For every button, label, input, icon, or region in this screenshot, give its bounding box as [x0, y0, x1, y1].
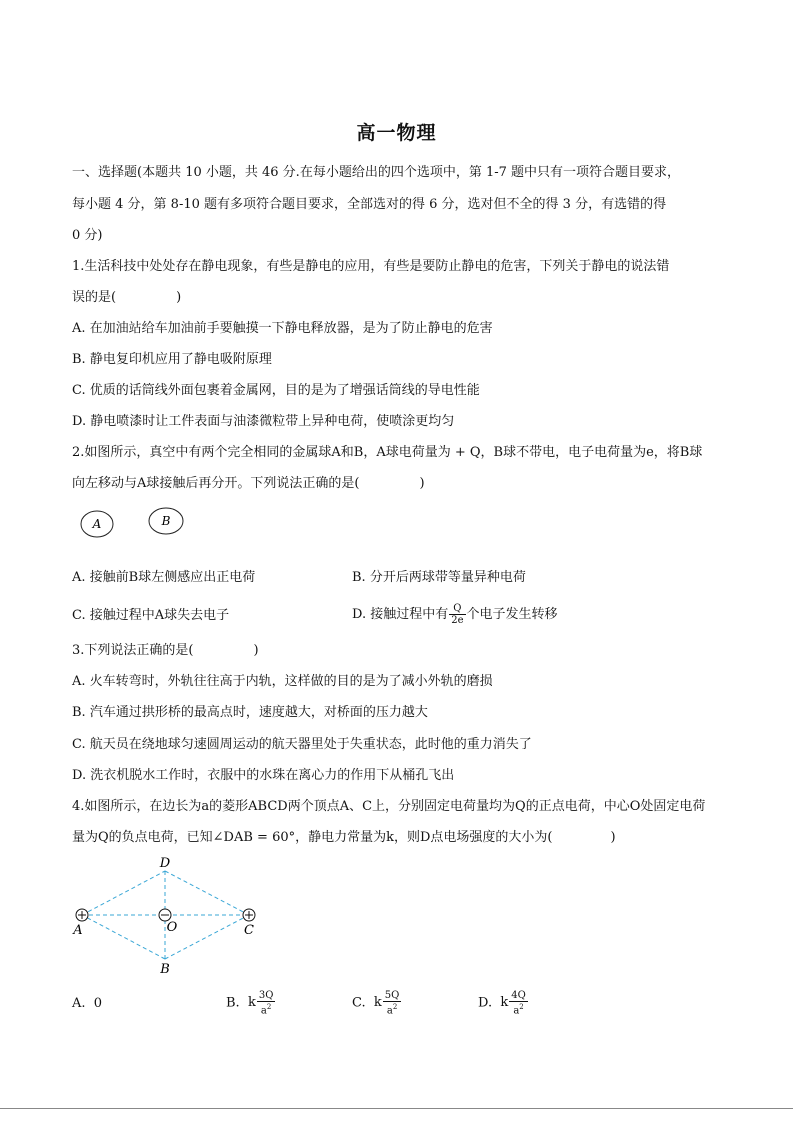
- q4-stem-line-1: 4.如图所示，在边长为a的菱形ABCD两个顶点A、C上，分别固定电荷量均为Q的正点电荷，中心O处固定电荷: [72, 799, 706, 814]
- vertex-label-d: D: [159, 856, 171, 871]
- q4-stem-line-2: [72, 830, 616, 846]
- fraction-denominator: [509, 1002, 528, 1016]
- edge-b-a: [82, 915, 165, 959]
- q2-spheres-diagram: [76, 504, 188, 544]
- q2-option-b: B. 分开后两球带等量异种电荷: [352, 570, 526, 585]
- q3-stem-text: 3.下列说法正确的是(: [72, 643, 194, 658]
- fraction-numerator: Q: [449, 603, 465, 615]
- denominator-base: a: [513, 1005, 520, 1017]
- q4-option-d: [478, 988, 529, 1019]
- constant-k: k: [247, 995, 256, 1010]
- q2-option-c: C. 接触过程中A球失去电子: [72, 608, 230, 623]
- q3-stem: [72, 643, 259, 659]
- q2-option-d-suffix: 个电子发生转移: [466, 607, 558, 622]
- q2-stem-line-1: 2.如图所示，真空中有两个完全相同的金属球A和B，A球电荷量为 + Q，B球不带电，电子电荷量为e，将B球: [72, 445, 703, 460]
- edge-a-d: [82, 871, 165, 915]
- q4-option-c-label: C.: [352, 995, 366, 1011]
- q4-rhombus-diagram: [70, 852, 270, 980]
- q3-option-b: B. 汽车通过拱形桥的最高点时，速度越大，对桥面的压力越大: [72, 705, 428, 720]
- q4-option-d-fraction: [509, 990, 528, 1016]
- q4-stem-text: 量为Q的负点电荷，已知∠DAB = 60°，静电力常量为k，则D点电场强度的大小为(: [72, 830, 553, 845]
- vertex-label-c: C: [244, 923, 254, 938]
- q4-option-c-fraction: [383, 990, 402, 1016]
- edge-d-c: [165, 871, 249, 915]
- vertex-label-o: O: [166, 920, 178, 935]
- q4-option-d-label: D.: [478, 995, 493, 1011]
- denominator-exponent: 2: [266, 1002, 272, 1011]
- q1-option-a: A. 在加油站给车加油前手要触摸一下静电释放器，是为了防止静电的危害: [72, 321, 493, 336]
- q1-option-c: C. 优质的话筒线外面包裹着金属网，目的是为了增强话筒线的导电性能: [72, 383, 480, 398]
- section-instructions-line-2: 每小题 4 分，第 8-10 题有多项符合题目要求，全部选对的得 6 分，选对但不全的得 3 分，有选错的得: [72, 197, 667, 212]
- denominator-exponent: 2: [392, 1002, 398, 1011]
- q1-stem-text: 误的是(: [72, 290, 117, 305]
- constant-k: k: [373, 995, 382, 1010]
- positive-charge-c-icon: [243, 909, 255, 921]
- section-instructions-line-1: 一、选择题(本题共 10 小题，共 46 分.在每小题给出的四个选项中，第 1-7 题中只有一项符合题目要求，: [72, 165, 681, 180]
- edge-c-b: [165, 915, 249, 959]
- fraction-denominator: 2e: [451, 615, 464, 626]
- q1-stem-line-1: 1.生活科技中处处存在静电现象，有些是静电的应用，有些是要防止静电的危害，下列关于静电的说法错: [72, 259, 670, 274]
- q2-stem-text: 向左移动与A球接触后再分开。下列说法正确的是(: [72, 476, 360, 491]
- q2-option-d-prefix: D. 接触过程中有: [352, 607, 449, 622]
- sphere-a-label: A: [92, 517, 102, 531]
- page-bottom-rule: [0, 1108, 793, 1109]
- fraction-numerator: 5Q: [384, 989, 400, 1001]
- denominator-base: a: [260, 1005, 267, 1017]
- vertex-label-a: A: [73, 923, 83, 938]
- q2-paren-close: ): [419, 476, 425, 491]
- q4-paren-close: ): [610, 830, 616, 845]
- q3-paren-close: ): [253, 643, 259, 658]
- q1-paren-close: ): [176, 290, 182, 305]
- fraction-numerator: 4Q: [511, 989, 526, 1001]
- page-title: 高一物理: [356, 122, 437, 144]
- q1-option-d: D. 静电喷漆时让工件表面与油漆微粒带上异种电荷，使喷涂更均匀: [72, 414, 455, 429]
- sphere-b-label: B: [161, 514, 171, 528]
- q3-option-a: A. 火车转弯时，外轨往往高于内轨，这样做的目的是为了减小外轨的磨损: [72, 674, 493, 689]
- vertex-label-b: B: [160, 962, 170, 977]
- q3-option-c: C. 航天员在绕地球匀速圆周运动的航天器里处于失重状态，此时他的重力消失了: [72, 737, 532, 752]
- q2-stem-line-2: [72, 476, 425, 492]
- q3-option-d: D. 洗衣机脱水工作时，衣服中的水珠在离心力的作用下从桶孔飞出: [72, 768, 455, 783]
- positive-charge-a-icon: [76, 909, 88, 921]
- q1-option-b: B. 静电复印机应用了静电吸附原理: [72, 352, 272, 367]
- q4-option-a-label: A.: [72, 996, 86, 1011]
- q4-option-c: [352, 988, 402, 1019]
- fraction-denominator: [257, 1002, 276, 1016]
- q1-stem-line-2: [72, 290, 181, 306]
- fraction-numerator: 3Q: [258, 989, 274, 1001]
- fraction-denominator: [383, 1002, 402, 1016]
- q4-option-b: [226, 988, 276, 1019]
- q2-option-d: [352, 600, 558, 630]
- q2-option-d-fraction: [449, 603, 465, 626]
- denominator-exponent: 2: [519, 1002, 524, 1011]
- q4-option-a-value: 0: [93, 996, 103, 1011]
- section-instructions-line-3: 0 分): [72, 228, 103, 243]
- constant-k: k: [500, 995, 509, 1010]
- q4-option-b-fraction: [257, 990, 276, 1016]
- q4-option-b-label: B.: [226, 995, 240, 1011]
- q2-option-a: A. 接触前B球左侧感应出正电荷: [72, 570, 256, 585]
- q4-option-a: [72, 996, 102, 1012]
- denominator-base: a: [386, 1005, 393, 1017]
